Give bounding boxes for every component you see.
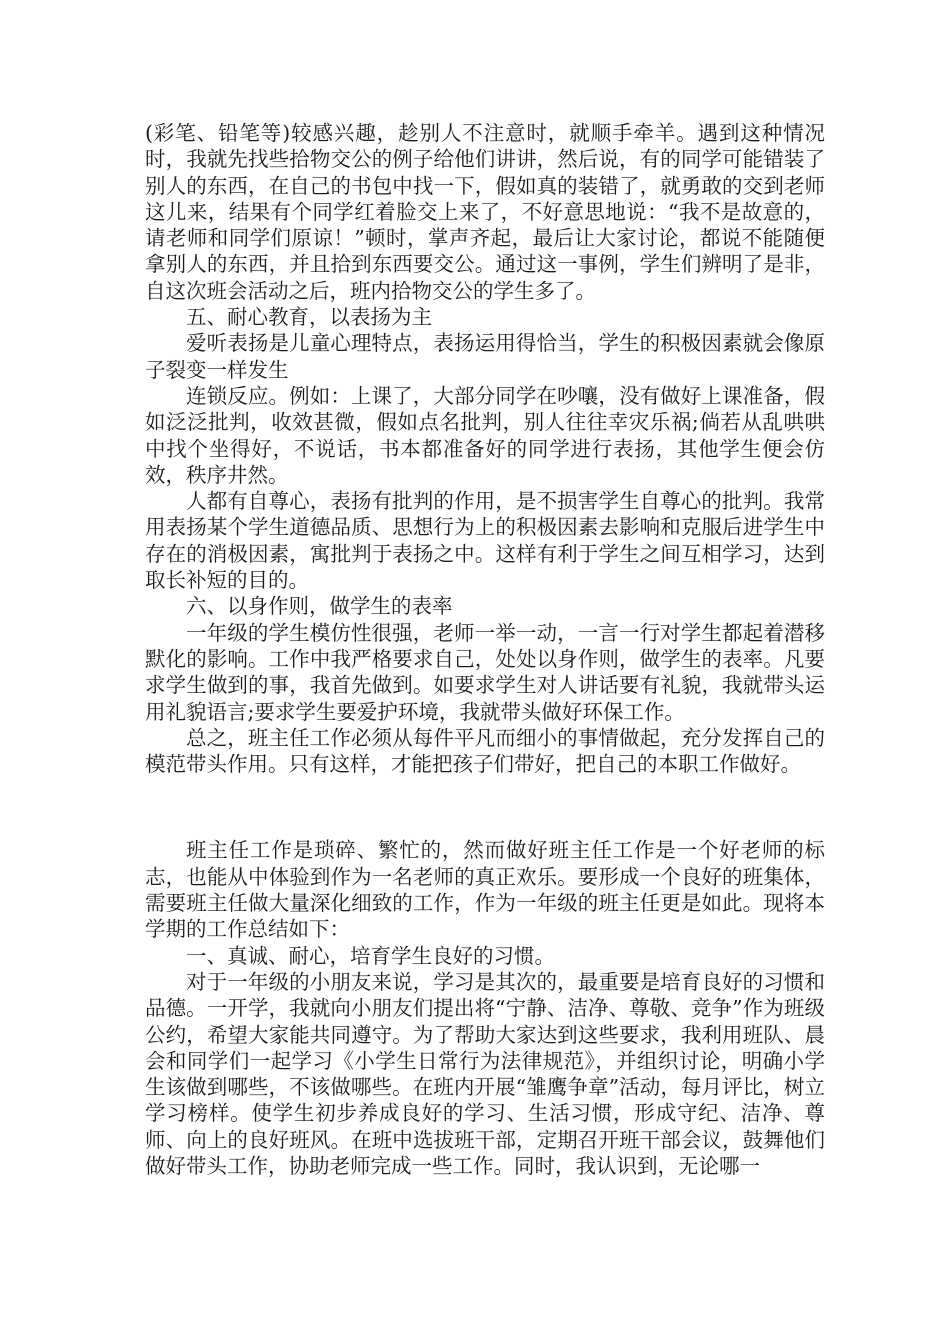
- document-page: [145, 120, 825, 1179]
- section-divider-space: [145, 777, 825, 837]
- paragraph-chain-reaction: 连锁反应。例如：上课了，大部分同学在吵嚷，没有做好上课准备，假如泛泛批判，收效甚微，假如点名批判，别人往往幸灾乐祸;倘若从乱哄哄中找个坐得好，不说话，书本都准备好的同学进行表扬，其他学生便会仿效，秩序井然。: [145, 383, 825, 487]
- paragraph-summary-intro: 班主任工作是琐碎、繁忙的，然而做好班主任工作是一个好老师的标志，也能从中体验到作为一名老师的真正欢乐。要形成一个良好的班集体，需要班主任做大量深化细致的工作，作为一年级的班主任更是如此。现将本学期的工作总结如下：: [145, 838, 825, 942]
- paragraph-self-esteem: 人都有自尊心，表扬有批判的作用，是不损害学生自尊心的批判。我常用表扬某个学生道德品质、思想行为上的积极因素去影响和克服后进学生中存在的消极因素，寓批判于表扬之中。这样有利于学生之间互相学习，达到取长补短的目的。: [145, 489, 825, 593]
- heading-one: 一、真诚、耐心，培育学生良好的习惯。: [186, 943, 555, 968]
- paragraph-conclusion: 总之，班主任工作必须从每件平凡而细小的事情做起，充分发挥自己的模范带头作用。只有这样，才能把孩子们带好，把自己的本职工作做好。: [145, 725, 825, 777]
- paragraph-role-model: 一年级的学生模仿性很强，老师一举一动，一言一行对学生都起着潜移默化的影响。工作中我严格要求自己，处处以身作则，做学生的表率。凡要求学生做到的事，我首先做到。如要求学生对人讲话要有礼貌，我就带头运用礼貌语言;要求学生要爱护环境，我就带头做好环保工作。: [145, 620, 825, 724]
- paragraph-habits: 对于一年级的小朋友来说，学习是其次的，最重要是培育良好的习惯和品德。一开学，我就向小朋友们提出将“宁静、洁净、尊敬、竞争”作为班级公约，希望大家能共同遵守。为了帮助大家达到这些要求，我利用班队、晨会和同学们一起学习《小学生日常行为法律规范》，并组织讨论，明确小学生该做到哪些，不该做哪些。在班内开展“雏鹰争章”活动，每月评比，树立学习榜样。使学生初步养成良好的学习、生活习惯，形成守纪、洁净、尊师、向上的良好班风。在班中选拔班干部，定期召开班干部会议，鼓舞他们做好带头工作，协助老师完成一些工作。同时，我认识到，无论哪一: [145, 969, 825, 1178]
- paragraph-praise-intro: 爱听表扬是儿童心理特点，表扬运用得恰当，学生的积极因素就会像原子裂变一样发生: [145, 331, 825, 382]
- heading-six: 六、以身作则，做学生的表率: [186, 594, 453, 619]
- heading-five: 五、耐心教育，以表扬为主: [186, 305, 432, 330]
- paragraph-lost-items: (彩笔、铅笔等)较感兴趣，趁别人不注意时，就顺手牵羊。遇到这种情况时，我就先找些拾物交公的例子给他们讲讲，然后说，有的同学可能错装了别人的东西，在自己的书包中找一下，假如真的装错了，就勇敢的交到老师这儿来，结果有个同学红着脸交上来了，不好意思地说：“我不是故意的，请老师和同学们原谅！”顿时，掌声齐起，最后让大家讨论，都说不能随便拿别人的东西，并且拾到东西要交公。通过这一事例，学生们辨明了是非，自这次班会活动之后，班内拾物交公的学生多了。: [145, 121, 825, 303]
